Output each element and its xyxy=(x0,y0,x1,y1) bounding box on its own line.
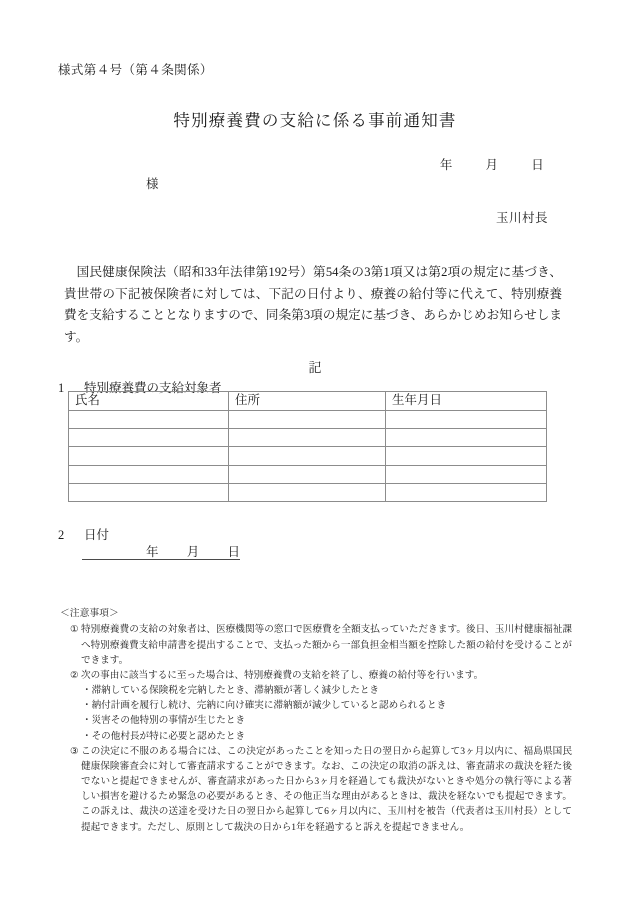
section-2-title: 日付 xyxy=(84,528,110,542)
column-header-birthdate: 生年月日 xyxy=(386,392,547,411)
cell-birthdate[interactable] xyxy=(386,429,547,447)
issue-date-year-label: 年 xyxy=(439,158,453,172)
issue-date-line xyxy=(440,155,544,173)
table-row[interactable] xyxy=(69,447,547,465)
cell-address[interactable] xyxy=(229,411,386,429)
section-1-title: 特別療養費の支給対象者 xyxy=(84,381,222,395)
note-sub-item: ・その他村長が特に必要と認めたとき xyxy=(82,730,246,742)
section-2-number: 2 xyxy=(58,528,65,542)
note-item-2 xyxy=(70,668,572,683)
table-header-row xyxy=(69,392,547,411)
cell-address[interactable] xyxy=(229,483,386,501)
note-text: 次の事由に該当するに至った場合は、特別療養費の支給を終了し、療養の給付等を行います。 xyxy=(81,669,484,681)
note-item-3 xyxy=(70,744,572,835)
document-title: 特別療養費の支給に係る事前通知書 xyxy=(173,111,457,130)
cell-birthdate[interactable] xyxy=(386,411,547,429)
note-marker: ③ xyxy=(70,745,79,757)
issue-date-day-label: 日 xyxy=(531,158,544,172)
notes-section xyxy=(60,606,572,835)
recipient-honorific: 様 xyxy=(146,177,159,191)
table-row[interactable] xyxy=(69,411,547,429)
issue-date-month-label: 月 xyxy=(485,158,499,172)
section-2-heading xyxy=(58,525,109,543)
ki-mark: 記 xyxy=(308,360,322,375)
cell-birthdate[interactable] xyxy=(386,483,547,501)
section-1-number: 1 xyxy=(58,381,65,395)
cell-address[interactable] xyxy=(229,447,386,465)
note-marker: ② xyxy=(70,669,79,681)
note-sub-item: ・災害その他特別の事情が生じたとき xyxy=(82,715,246,727)
note-text: 特別療養費の支給の対象者は、医療機関等の窓口で医療費を全額支払っていただきます。後日、玉川村健康福祉課へ特別療養費支給申請書を提出することで、支払った額から一部負担金相当額を控除した額の給付を受けることができます。 xyxy=(81,624,572,666)
note-2-sub-list xyxy=(60,683,572,744)
cell-name[interactable] xyxy=(69,429,229,447)
date-day-label: 日 xyxy=(227,545,240,559)
cell-birthdate[interactable] xyxy=(386,465,547,483)
body-paragraph: 国民健康保険法（昭和33年法律第192号）第54条の3第1項又は第2項の規定に基づき、貴世帯の下記被保険者に対しては、下記の日付より、療養の給付等に代えて、特別療養費を支給することとなりますので、同条第3項の規定に基づき、あらかじめお知らせします。 xyxy=(64,265,562,344)
date-input-line[interactable] xyxy=(82,542,240,560)
note-item-1 xyxy=(70,622,572,667)
date-year-label: 年 xyxy=(145,545,159,559)
table-row[interactable] xyxy=(69,429,547,447)
cell-address[interactable] xyxy=(229,465,386,483)
recipients-table xyxy=(68,391,547,502)
cell-name[interactable] xyxy=(69,465,229,483)
column-header-name: 氏名 xyxy=(69,392,229,411)
cell-birthdate[interactable] xyxy=(386,447,547,465)
cell-address[interactable] xyxy=(229,429,386,447)
date-month-label: 月 xyxy=(186,545,200,559)
table-row[interactable] xyxy=(69,483,547,501)
note-sub-item: ・滞納している保険税を完納したとき、滞納額が著しく減少したとき xyxy=(82,685,380,697)
table-row[interactable] xyxy=(69,465,547,483)
issuer-name: 玉川村長 xyxy=(495,211,548,225)
note-text: この決定に不服のある場合には、この決定があったことを知った日の翌日から起算して3ヶ月以内に、福島県国民健康保険審査会に対して審査請求することができます。なお、この決定の取消の訴えは、審査請求の裁決を経た後でないと提起できませんが、審査請求があった日から3ヶ月を経過しても裁決がないときや処分の執行等による著しい損害を避けるため緊急の必要があるとき、その他正当な理由があるときは、裁決を経ないでも提起できます。この訴えは、裁決の送達を受けた日の翌日から起算して6ヶ月以内に、玉川村を被告（代表者は玉川村長）として提起できます。ただし、原則として裁決の日から1年を経過すると訴えを提起できません。 xyxy=(81,745,572,833)
cell-name[interactable] xyxy=(69,411,229,429)
note-marker: ① xyxy=(70,624,79,636)
note-sub-item: ・納付計画を履行し続け、完納に向け確実に滞納額が減少していると認められるとき xyxy=(82,700,447,712)
notes-title: ＜注意事項＞ xyxy=(60,608,119,619)
cell-name[interactable] xyxy=(69,447,229,465)
cell-name[interactable] xyxy=(69,483,229,501)
column-header-address: 住所 xyxy=(229,392,386,411)
form-number: 様式第４号（第４条関係） xyxy=(58,63,213,77)
